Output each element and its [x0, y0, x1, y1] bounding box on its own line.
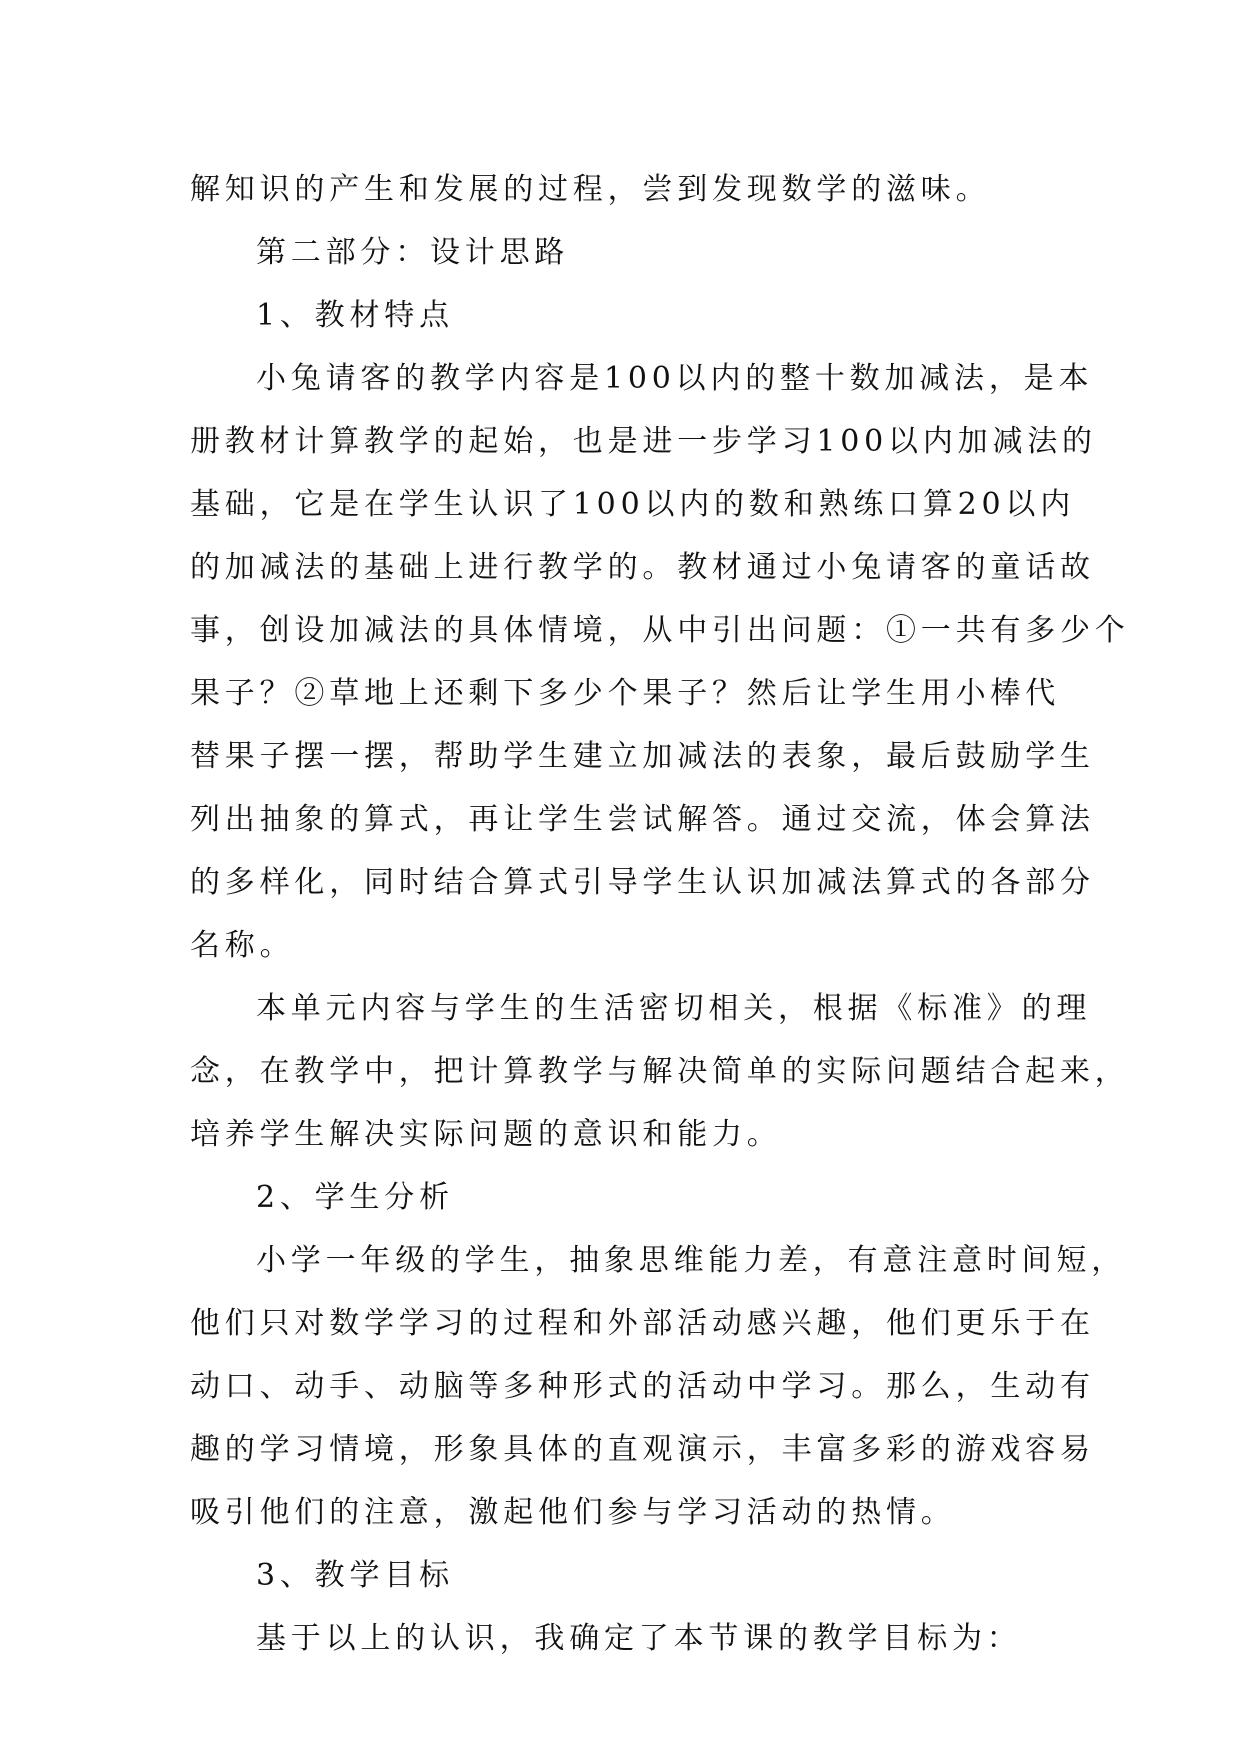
paragraph-line: 替果子摆一摆，帮助学生建立加减法的表象，最后鼓励学生 — [190, 739, 1095, 774]
paragraph-line: 列出抽象的算式，再让学生尝试解答。通过交流，体会算法 — [190, 802, 1095, 837]
paragraph-line: 他们只对数学学习的过程和外部活动感兴趣，他们更乐于在 — [190, 1306, 1095, 1341]
paragraph-line: 名称。 — [190, 928, 295, 963]
subsection-heading-students: 2、学生分析 — [256, 1180, 454, 1215]
paragraph-line: 小兔请客的教学内容是100以内的整十数加减法，是本 — [256, 361, 1094, 396]
paragraph-line: 本单元内容与学生的生活密切相关，根据《标准》的理 — [256, 991, 1092, 1026]
paragraph-line: 念，在教学中，把计算教学与解决简单的实际问题结合起来， — [190, 1054, 1130, 1089]
paragraph-line: 的多样化，同时结合算式引导学生认识加减法算式的各部分 — [190, 865, 1095, 900]
subsection-heading-goals: 3、教学目标 — [256, 1558, 454, 1593]
paragraph-line: 事，创设加减法的具体情境，从中引出问题：①一共有多少个 — [190, 613, 1130, 648]
intro-line: 解知识的产生和发展的过程，尝到发现数学的滋味。 — [190, 172, 991, 207]
paragraph-line: 趣的学习情境，形象具体的直观演示，丰富多彩的游戏容易 — [190, 1432, 1095, 1467]
section-heading: 第二部分：设计思路 — [256, 235, 570, 270]
paragraph-line: 吸引他们的注意，激起他们参与学习活动的热情。 — [190, 1495, 956, 1530]
paragraph-line: 册教材计算教学的起始，也是进一步学习100以内加减法的 — [190, 424, 1097, 459]
subsection-heading-textbook: 1、教材特点 — [256, 298, 454, 333]
paragraph-line: 培养学生解决实际问题的意识和能力。 — [190, 1117, 782, 1152]
paragraph-line: 小学一年级的学生，抽象思维能力差，有意注意时间短， — [256, 1243, 1126, 1278]
paragraph-line: 基础，它是在学生认识了100以内的数和熟练口算20以内 — [190, 487, 1076, 522]
paragraph-line: 果子？②草地上还剩下多少个果子？然后让学生用小棒代 — [190, 676, 1060, 711]
paragraph-line: 动口、动手、动脑等多种形式的活动中学习。那么，生动有 — [190, 1369, 1095, 1404]
document-body — [190, 158, 1130, 1670]
paragraph-line: 基于以上的认识，我确定了本节课的教学目标为： — [256, 1621, 1022, 1656]
paragraph-line: 的加减法的基础上进行教学的。教材通过小兔请客的童话故 — [190, 550, 1095, 585]
